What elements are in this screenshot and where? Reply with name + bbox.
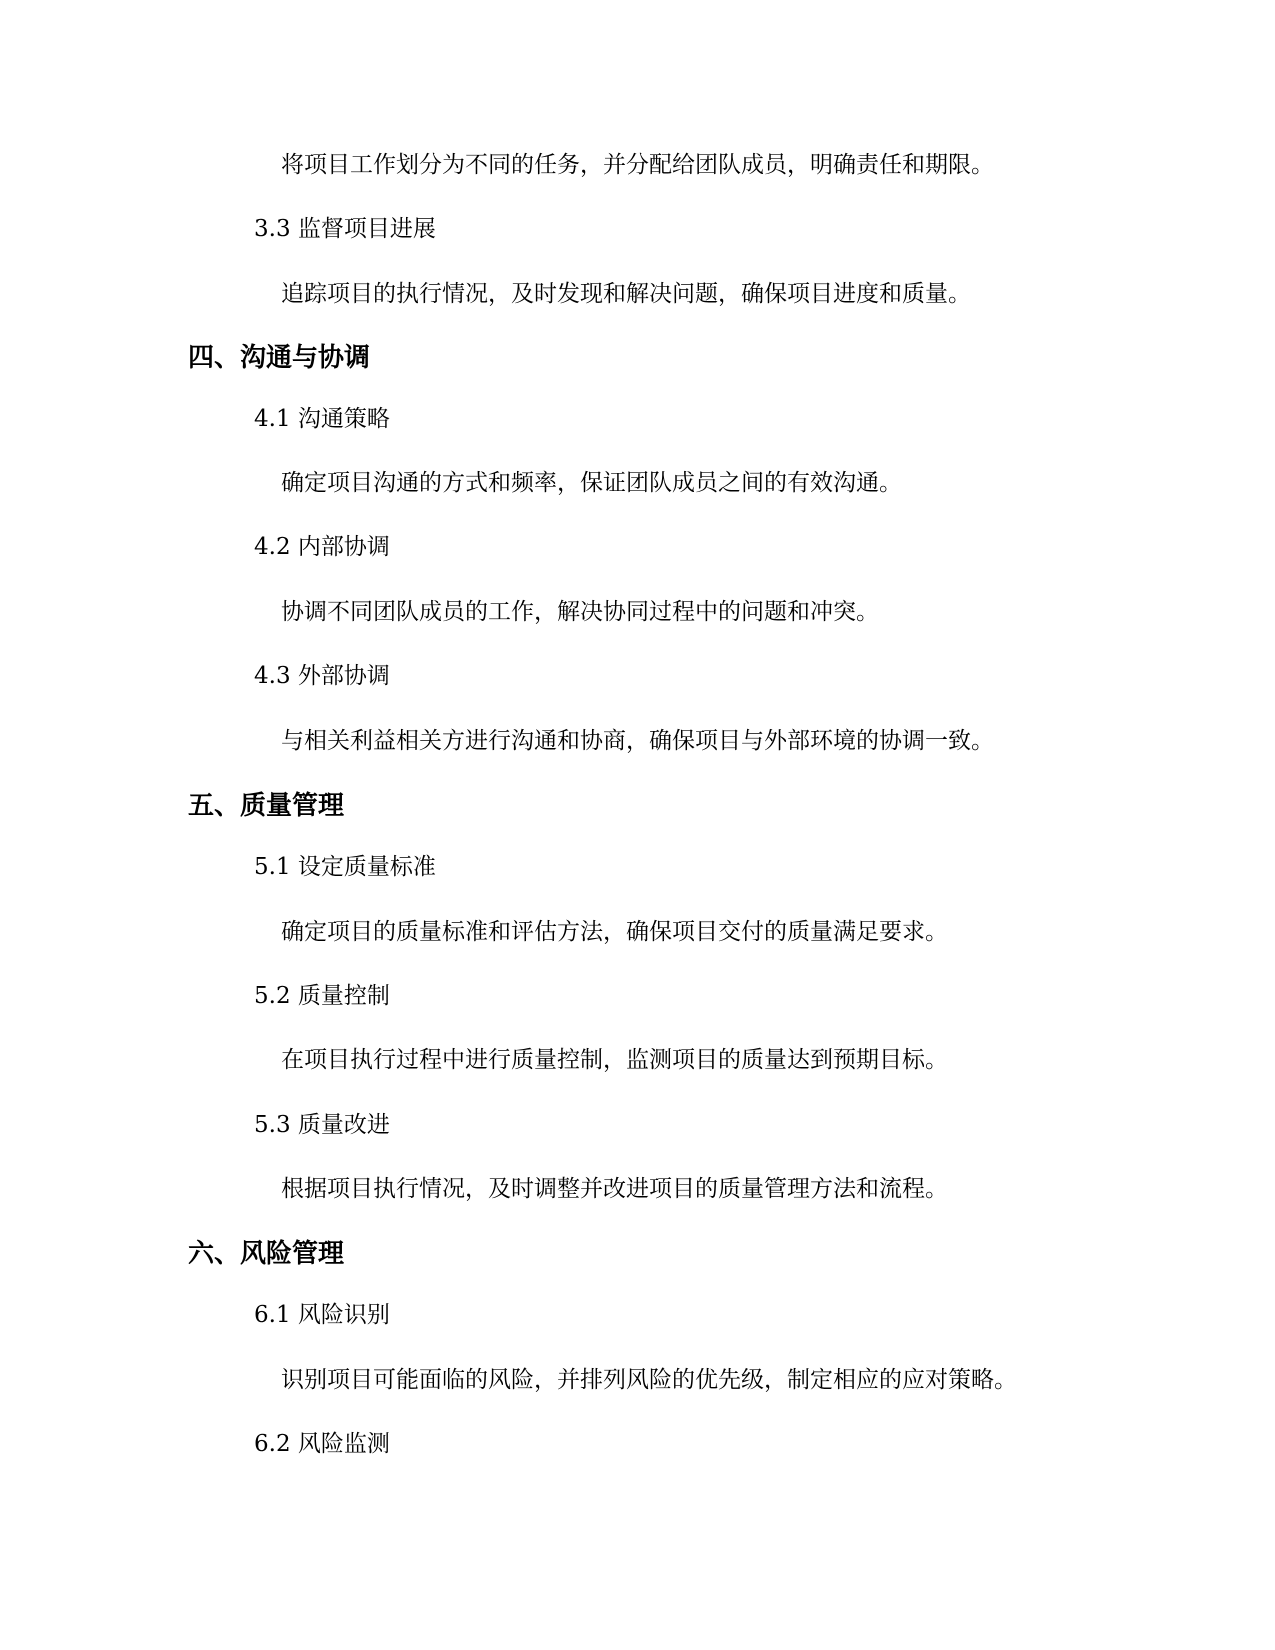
paragraph-4-2: 协调不同团队成员的工作，解决协同过程中的问题和冲突。 <box>281 599 879 625</box>
section-heading-4: 四、沟通与协调 <box>188 343 371 373</box>
paragraph-task-assignment: 将项目工作划分为不同的任务，并分配给团队成员，明确责任和期限。 <box>281 152 994 178</box>
paragraph-5-2: 在项目执行过程中进行质量控制，监测项目的质量达到预期目标。 <box>281 1047 948 1073</box>
paragraph-5-1: 确定项目的质量标准和评估方法，确保项目交付的质量满足要求。 <box>281 919 948 945</box>
subheading-4-1: 4.1 沟通策略 <box>254 406 390 432</box>
section-heading-5: 五、质量管理 <box>188 791 345 821</box>
subheading-5-1: 5.1 设定质量标准 <box>254 854 436 880</box>
paragraph-4-3: 与相关利益相关方进行沟通和协商，确保项目与外部环境的协调一致。 <box>281 728 994 754</box>
paragraph-4-1: 确定项目沟通的方式和频率，保证团队成员之间的有效沟通。 <box>281 470 902 496</box>
paragraph-6-1: 识别项目可能面临的风险，并排列风险的优先级，制定相应的应对策略。 <box>281 1367 1017 1393</box>
section-heading-6: 六、风险管理 <box>188 1239 345 1269</box>
subheading-5-2: 5.2 质量控制 <box>254 983 390 1009</box>
subheading-6-2: 6.2 风险监测 <box>254 1431 390 1457</box>
subheading-6-1: 6.1 风险识别 <box>254 1302 390 1328</box>
subheading-4-3: 4.3 外部协调 <box>254 663 390 689</box>
paragraph-5-3: 根据项目执行情况，及时调整并改进项目的质量管理方法和流程。 <box>281 1176 948 1202</box>
subheading-5-3: 5.3 质量改进 <box>254 1112 390 1138</box>
paragraph-3-3: 追踪项目的执行情况，及时发现和解决问题，确保项目进度和质量。 <box>281 281 971 307</box>
subheading-4-2: 4.2 内部协调 <box>254 534 390 560</box>
subheading-3-3: 3.3 监督项目进展 <box>254 216 436 242</box>
